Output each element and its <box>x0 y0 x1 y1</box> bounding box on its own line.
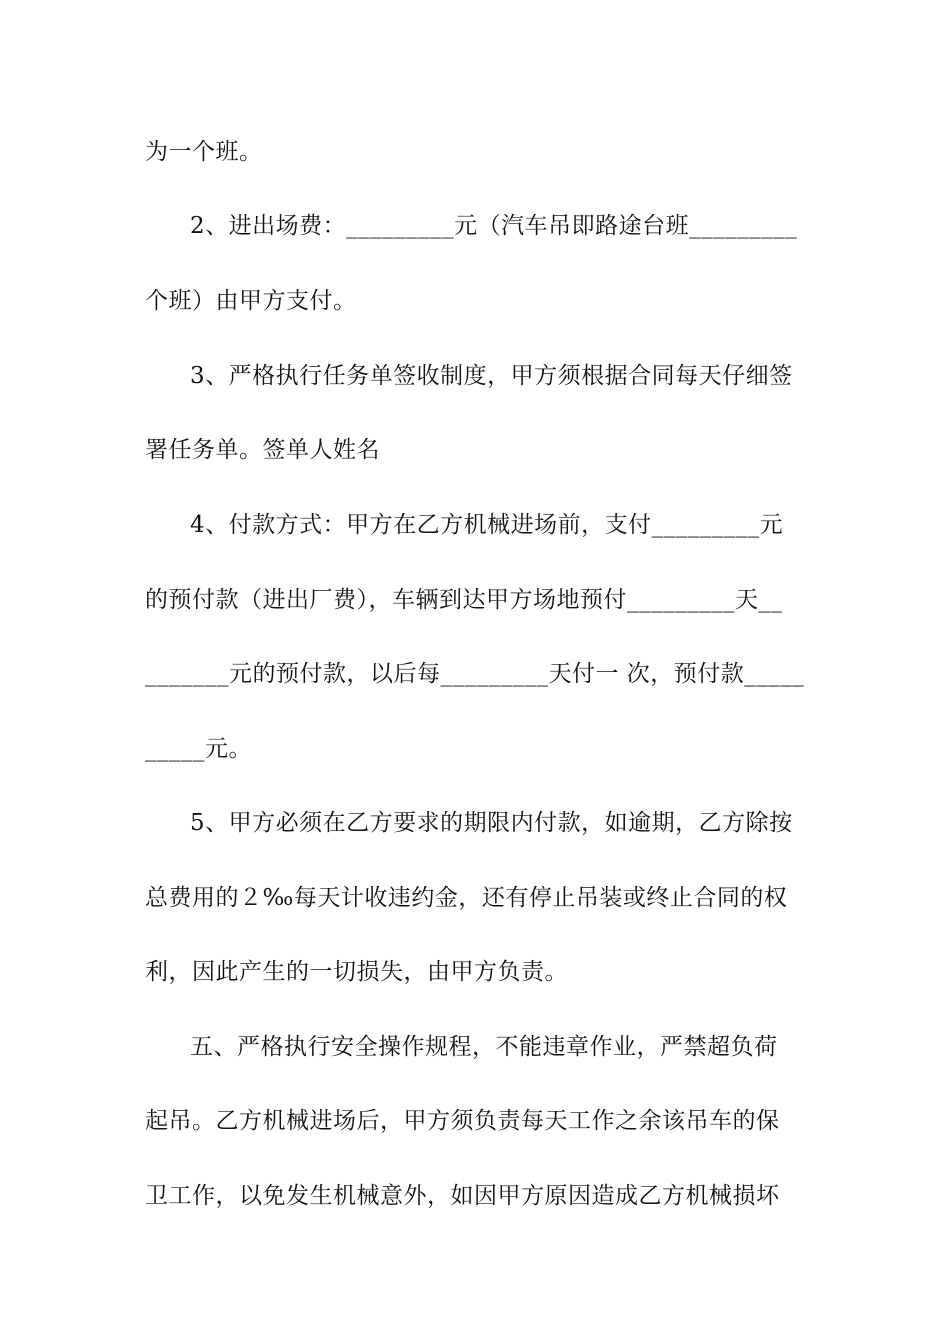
text-line: 署任务单。签单人姓名 <box>145 437 380 463</box>
text-line: 个班）由甲方支付。 <box>145 288 357 314</box>
text-line: 的预付款（进出厂费），车辆到达甲方场地预付_________天__ <box>145 587 783 613</box>
text-line: _______元的预付款，以后每_________天付一 次，预付款_____ <box>145 661 805 687</box>
text-line: 卫工作，以免发生机械意外，如因甲方原因造成乙方机械损坏 <box>145 1183 780 1209</box>
text-line: 4、付款方式：甲方在乙方机械进场前，支付_________元 <box>190 512 784 538</box>
text-line: 3、严格执行任务单签收制度，甲方须根据合同每天仔细签 <box>190 363 793 389</box>
text-line: 为一个班。 <box>145 139 263 165</box>
text-line: 总费用的２‰每天计收违约金，还有停止吊装或终止合同的权 <box>145 885 788 911</box>
text-line: _____元。 <box>145 736 252 762</box>
text-line: 2、进出场费：_________元（汽车吊即路途台班_________ <box>190 213 798 239</box>
text-line: 5、甲方必须在乙方要求的期限内付款，如逾期，乙方除按 <box>190 810 793 836</box>
text-line: 五、严格执行安全操作规程，不能违章作业，严禁超负荷 <box>190 1034 778 1060</box>
text-line: 起吊。乙方机械进场后，甲方须负责每天工作之余该吊车的保 <box>145 1108 780 1134</box>
text-line: 利，因此产生的一切损失，由甲方负责。 <box>145 959 568 985</box>
